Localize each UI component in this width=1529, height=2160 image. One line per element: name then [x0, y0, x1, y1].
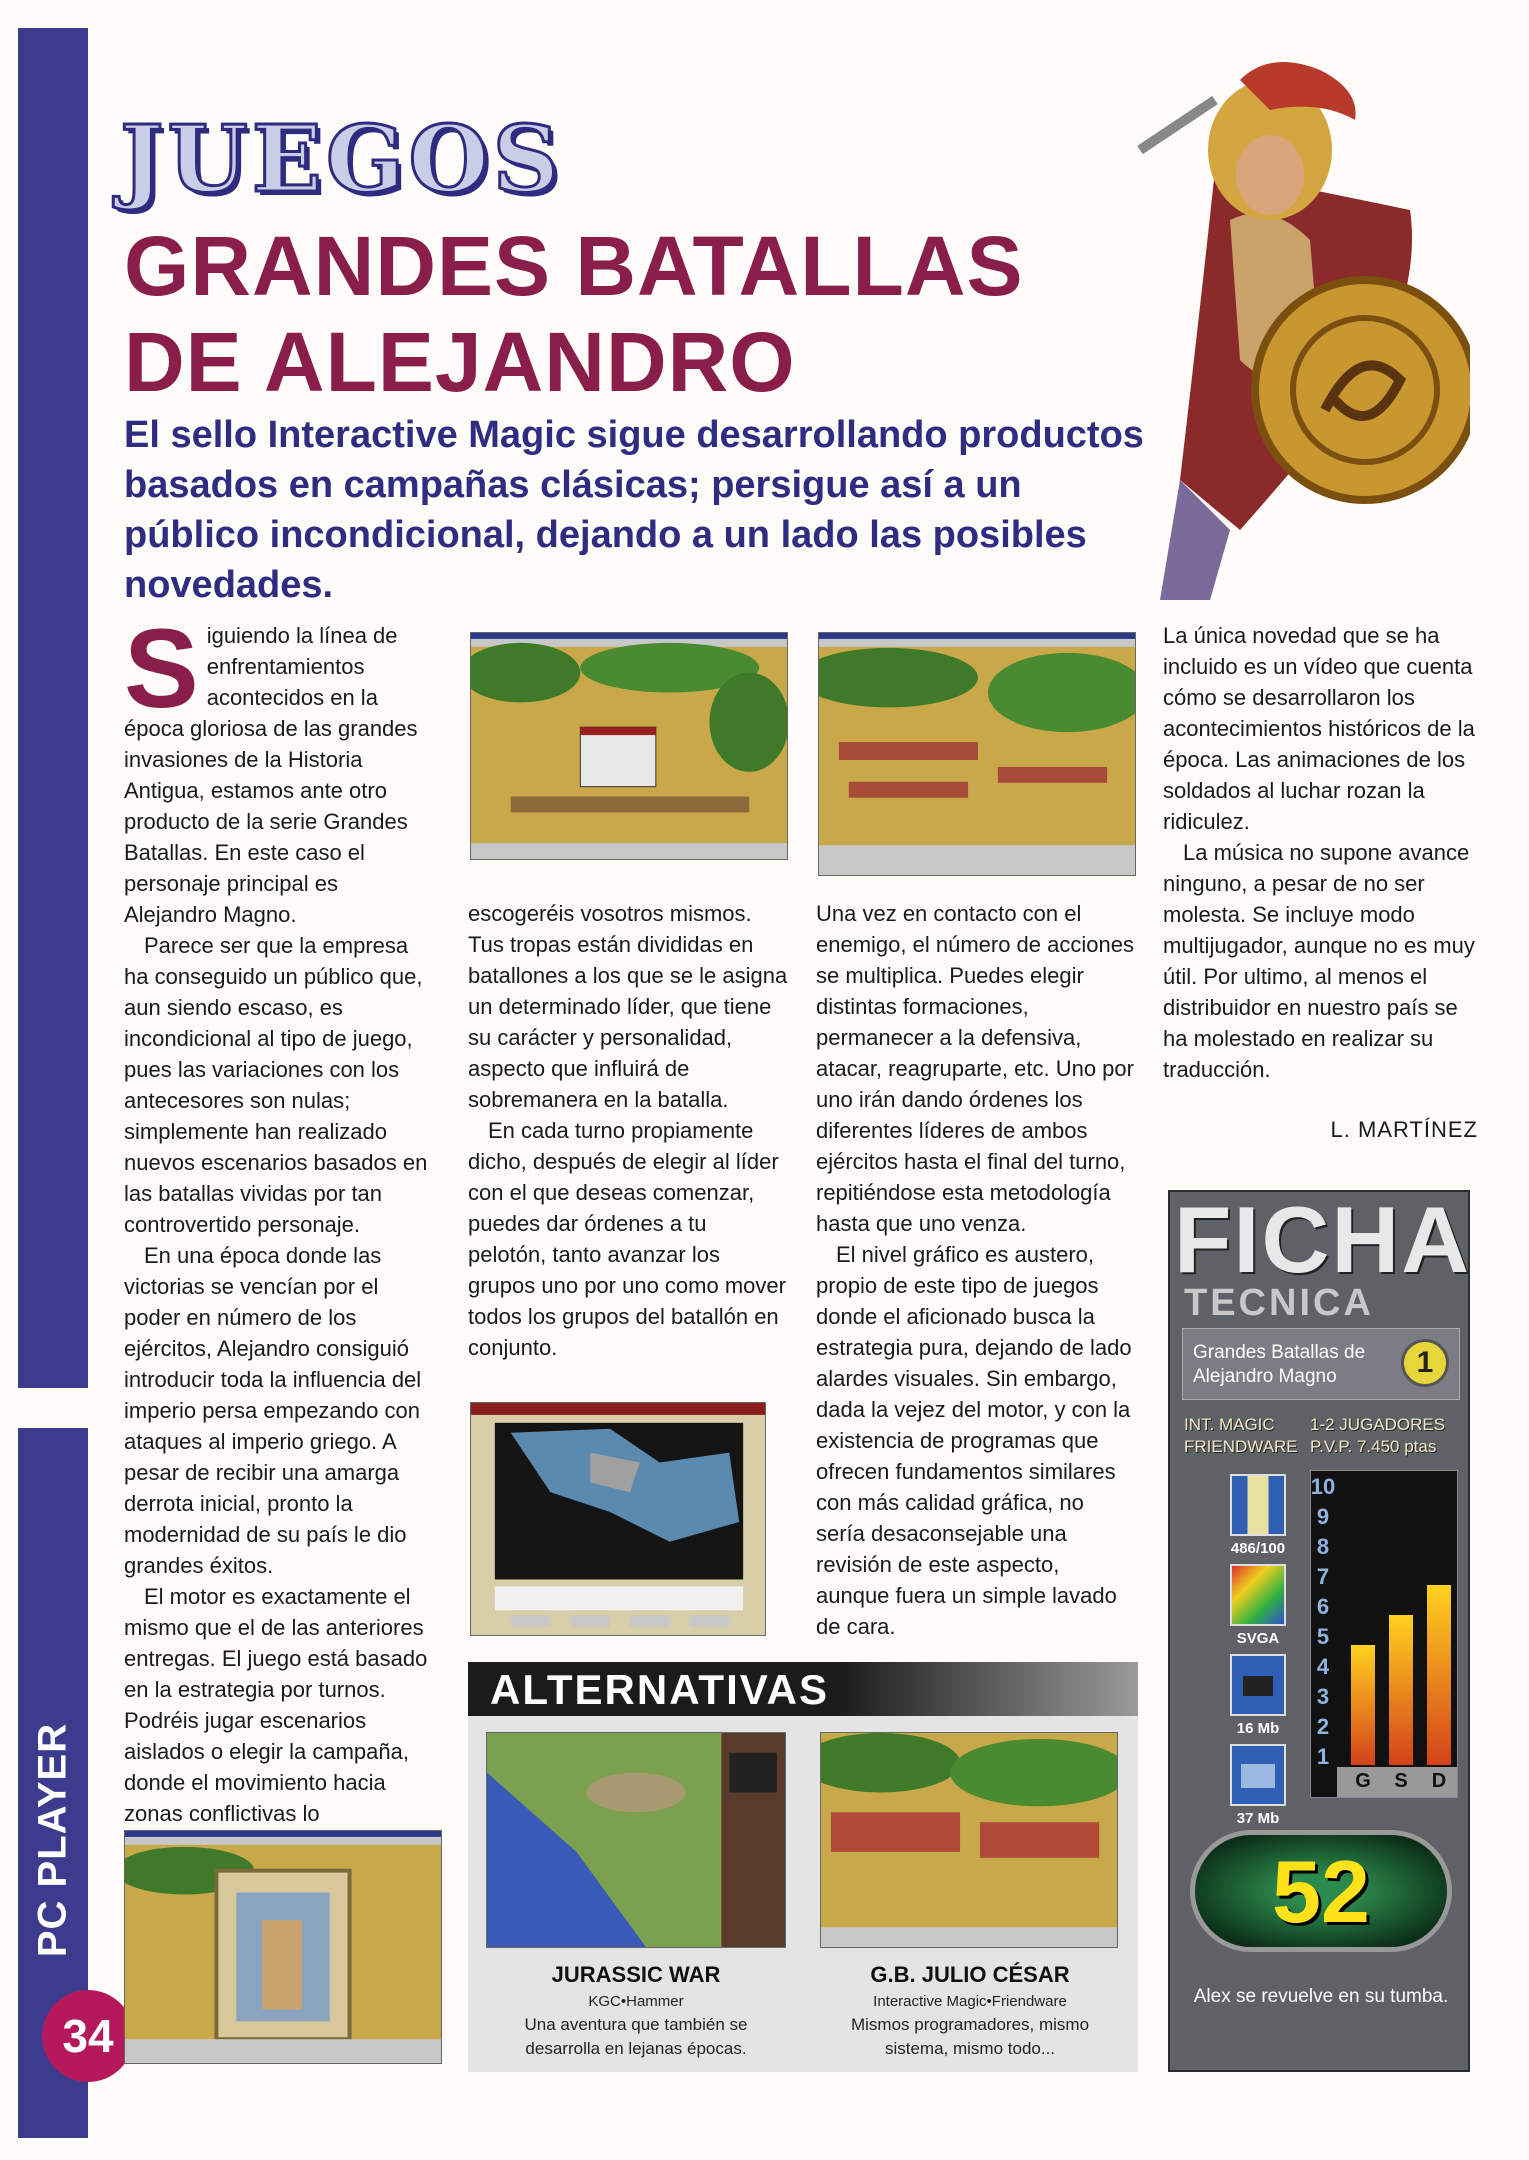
article-column-2: escogeréis vosotros mismos. Tus tropas están divididas en batallones a los que se le asigna un determinado líder, que tiene su carácter y personalidad, aspecto que influirá de sobremanera en la batalla. En cada turno propiamente dicho, después de elegir al líder con el que deseas comenzar, puedes dar órdenes a tu pelotón, tanto avanzar los grupos uno por uno como mover todos los grupos del batallón en conjunto.	[468, 901, 788, 1360]
distributor: FRIENDWARE	[1184, 1437, 1298, 1456]
scale-tick: 8	[1316, 1534, 1330, 1559]
article-column-3: Una vez en contacto con el enemigo, el número de acciones se multiplica. Puedes elegir distintas formaciones, permanecer a la defensiva, atacar, reagruparte, etc. Uno por uno irán dando órdenes los diferentes líderes de ambos ejércitos hasta el final del turno, repitiéndose esta metodología hasta que uno venza. El nivel gráfico es austero, propio de este tipo de juegos donde el aficionado busca la estrategia pura, dejando de lado alardes visuales. Sin embargo, dada la vejez del motor, y con la existencia de programas que ofrecen fundamentos similares con más calidad gráfica, no sería desaconsejable una revisión de este aspecto, aunque fuera un simple lavado de cara.	[816, 901, 1134, 1639]
rating-bar-d	[1427, 1585, 1451, 1765]
tech-sheet-subtitle: TECNICA	[1184, 1282, 1374, 1324]
score-badge: 52	[1190, 1830, 1452, 1952]
publisher: INT. MAGIC	[1184, 1415, 1275, 1434]
screenshot-julio-cesar	[820, 1732, 1118, 1948]
scale-tick: 3	[1316, 1684, 1330, 1709]
scale-tick: 6	[1316, 1594, 1330, 1619]
graphics-icon	[1230, 1564, 1286, 1626]
section-logo: JUEGOS	[120, 105, 564, 213]
scale-tick: 5	[1316, 1624, 1330, 1649]
screenshot-jurassic-war	[486, 1732, 786, 1948]
tech-sheet-title: FICHA	[1174, 1187, 1472, 1292]
alternative-julio-cesar: G.B. JULIO CÉSAR Interactive Magic•Friendware Mismos programadores, mismo sistema, mismo todo...	[850, 1962, 1090, 2058]
scale-tick: 1	[1316, 1744, 1330, 1769]
req-hdd: 37 Mb	[1222, 1744, 1294, 1827]
req-ram: 16 Mb	[1222, 1654, 1294, 1737]
screenshot-victory	[124, 1830, 442, 2064]
screenshot-campaign-map	[470, 1402, 766, 1636]
page-number: 34	[42, 1990, 134, 2082]
rating-label-d: D	[1431, 1770, 1447, 1792]
magazine-label: PC PLAYER	[30, 1722, 75, 1958]
scale-tick: 9	[1316, 1504, 1330, 1529]
verdict: Alex se revuelve en su tumba.	[1193, 1986, 1449, 2007]
req-graphics: SVGA	[1222, 1564, 1294, 1647]
rating-label-s: S	[1394, 1770, 1408, 1792]
scale-tick: 4	[1316, 1654, 1330, 1679]
rating-bar-s	[1389, 1615, 1413, 1765]
screenshot-battle-dialog	[470, 632, 788, 860]
drop-cap: S	[124, 606, 199, 731]
tech-sheet	[1168, 1187, 1472, 2072]
hdd-icon	[1230, 1744, 1286, 1806]
req-cpu: 486/100	[1222, 1474, 1294, 1557]
article-column-1: Siguiendo la línea de enfrentamientos acontecidos en la época gloriosa de las grandes invasiones de la Historia Antigua, estamos ante otro producto de la serie Grandes Batallas. En este caso el personaje principal es Alejandro Magno. Parece ser que la empresa ha conseguido un público que, aun siendo escaso, es incondicional al tipo de juego, pues las variaciones con los antecesores son nulas; simplemente han realizado nuevos escenarios basados en las batallas vividas por tan controvertido personaje. En una época donde las victorias se vencían por el poder en número de los ejércitos, Alejandro consiguió introducir toda la influencia del imperio persa empezando con ataques al imperio griego. A pesar de recibir una amarga derrota inicial, pronto la modernidad de su país le dio grandes éxitos. El motor es exactamente el mismo que el de las anteriores entregas. El juego está basado en la estrategia por turnos. Podréis jugar escenarios aislados o elegir la campaña, donde el movimiento hacia zonas conflictivas lo	[124, 606, 428, 1826]
game-name-box: Grandes Batallas de Alejandro Magno 1	[1182, 1328, 1460, 1400]
alternatives-heading: ALTERNATIVAS	[468, 1662, 1138, 1716]
alternative-jurassic-war: JURASSIC WAR KGC•Hammer Una aventura que también se desarrolla en lejanas épocas.	[524, 1962, 748, 2058]
page-title: GRANDES BATALLAS DE ALEJANDRO	[124, 219, 1024, 409]
ratings-scale	[1310, 1474, 1336, 1774]
players: 1-2 JUGADORES	[1310, 1415, 1446, 1434]
cpu-icon	[1230, 1474, 1286, 1536]
scale-tick: 7	[1316, 1564, 1330, 1589]
scale-tick: 2	[1316, 1714, 1330, 1739]
alexander-illustration	[1120, 60, 1470, 600]
cd-count-badge: 1	[1401, 1339, 1449, 1387]
scale-tick: 10	[1310, 1474, 1336, 1499]
rating-label-g: G	[1355, 1770, 1371, 1792]
price: P.V.P. 7.450 ptas	[1310, 1437, 1437, 1456]
ram-icon	[1230, 1654, 1286, 1716]
rating-bar-g	[1351, 1645, 1375, 1765]
screenshot-battlefield	[818, 632, 1136, 876]
article-column-4: La única novedad que se ha incluido es un vídeo que cuenta cómo se desarrollaron los acontecimientos históricos de la época. Las animaciones de los soldados al luchar rozan la ridiculez. La música no supone avance ninguno, a pesar de no ser molesta. Se incluye modo multijugador, aunque no es muy útil. Por ultimo, al menos el distribuidor en nuestro país se ha molestado en realizar su traducción.	[1163, 623, 1475, 1082]
author-credit: L. MARTÍNEZ	[1330, 1117, 1478, 1142]
subtitle: El sello Interactive Magic sigue desarrollando productos basados en campañas clásicas; persigue así a un público incondicional, dejando a un lado las posibles novedades.	[124, 414, 1144, 606]
